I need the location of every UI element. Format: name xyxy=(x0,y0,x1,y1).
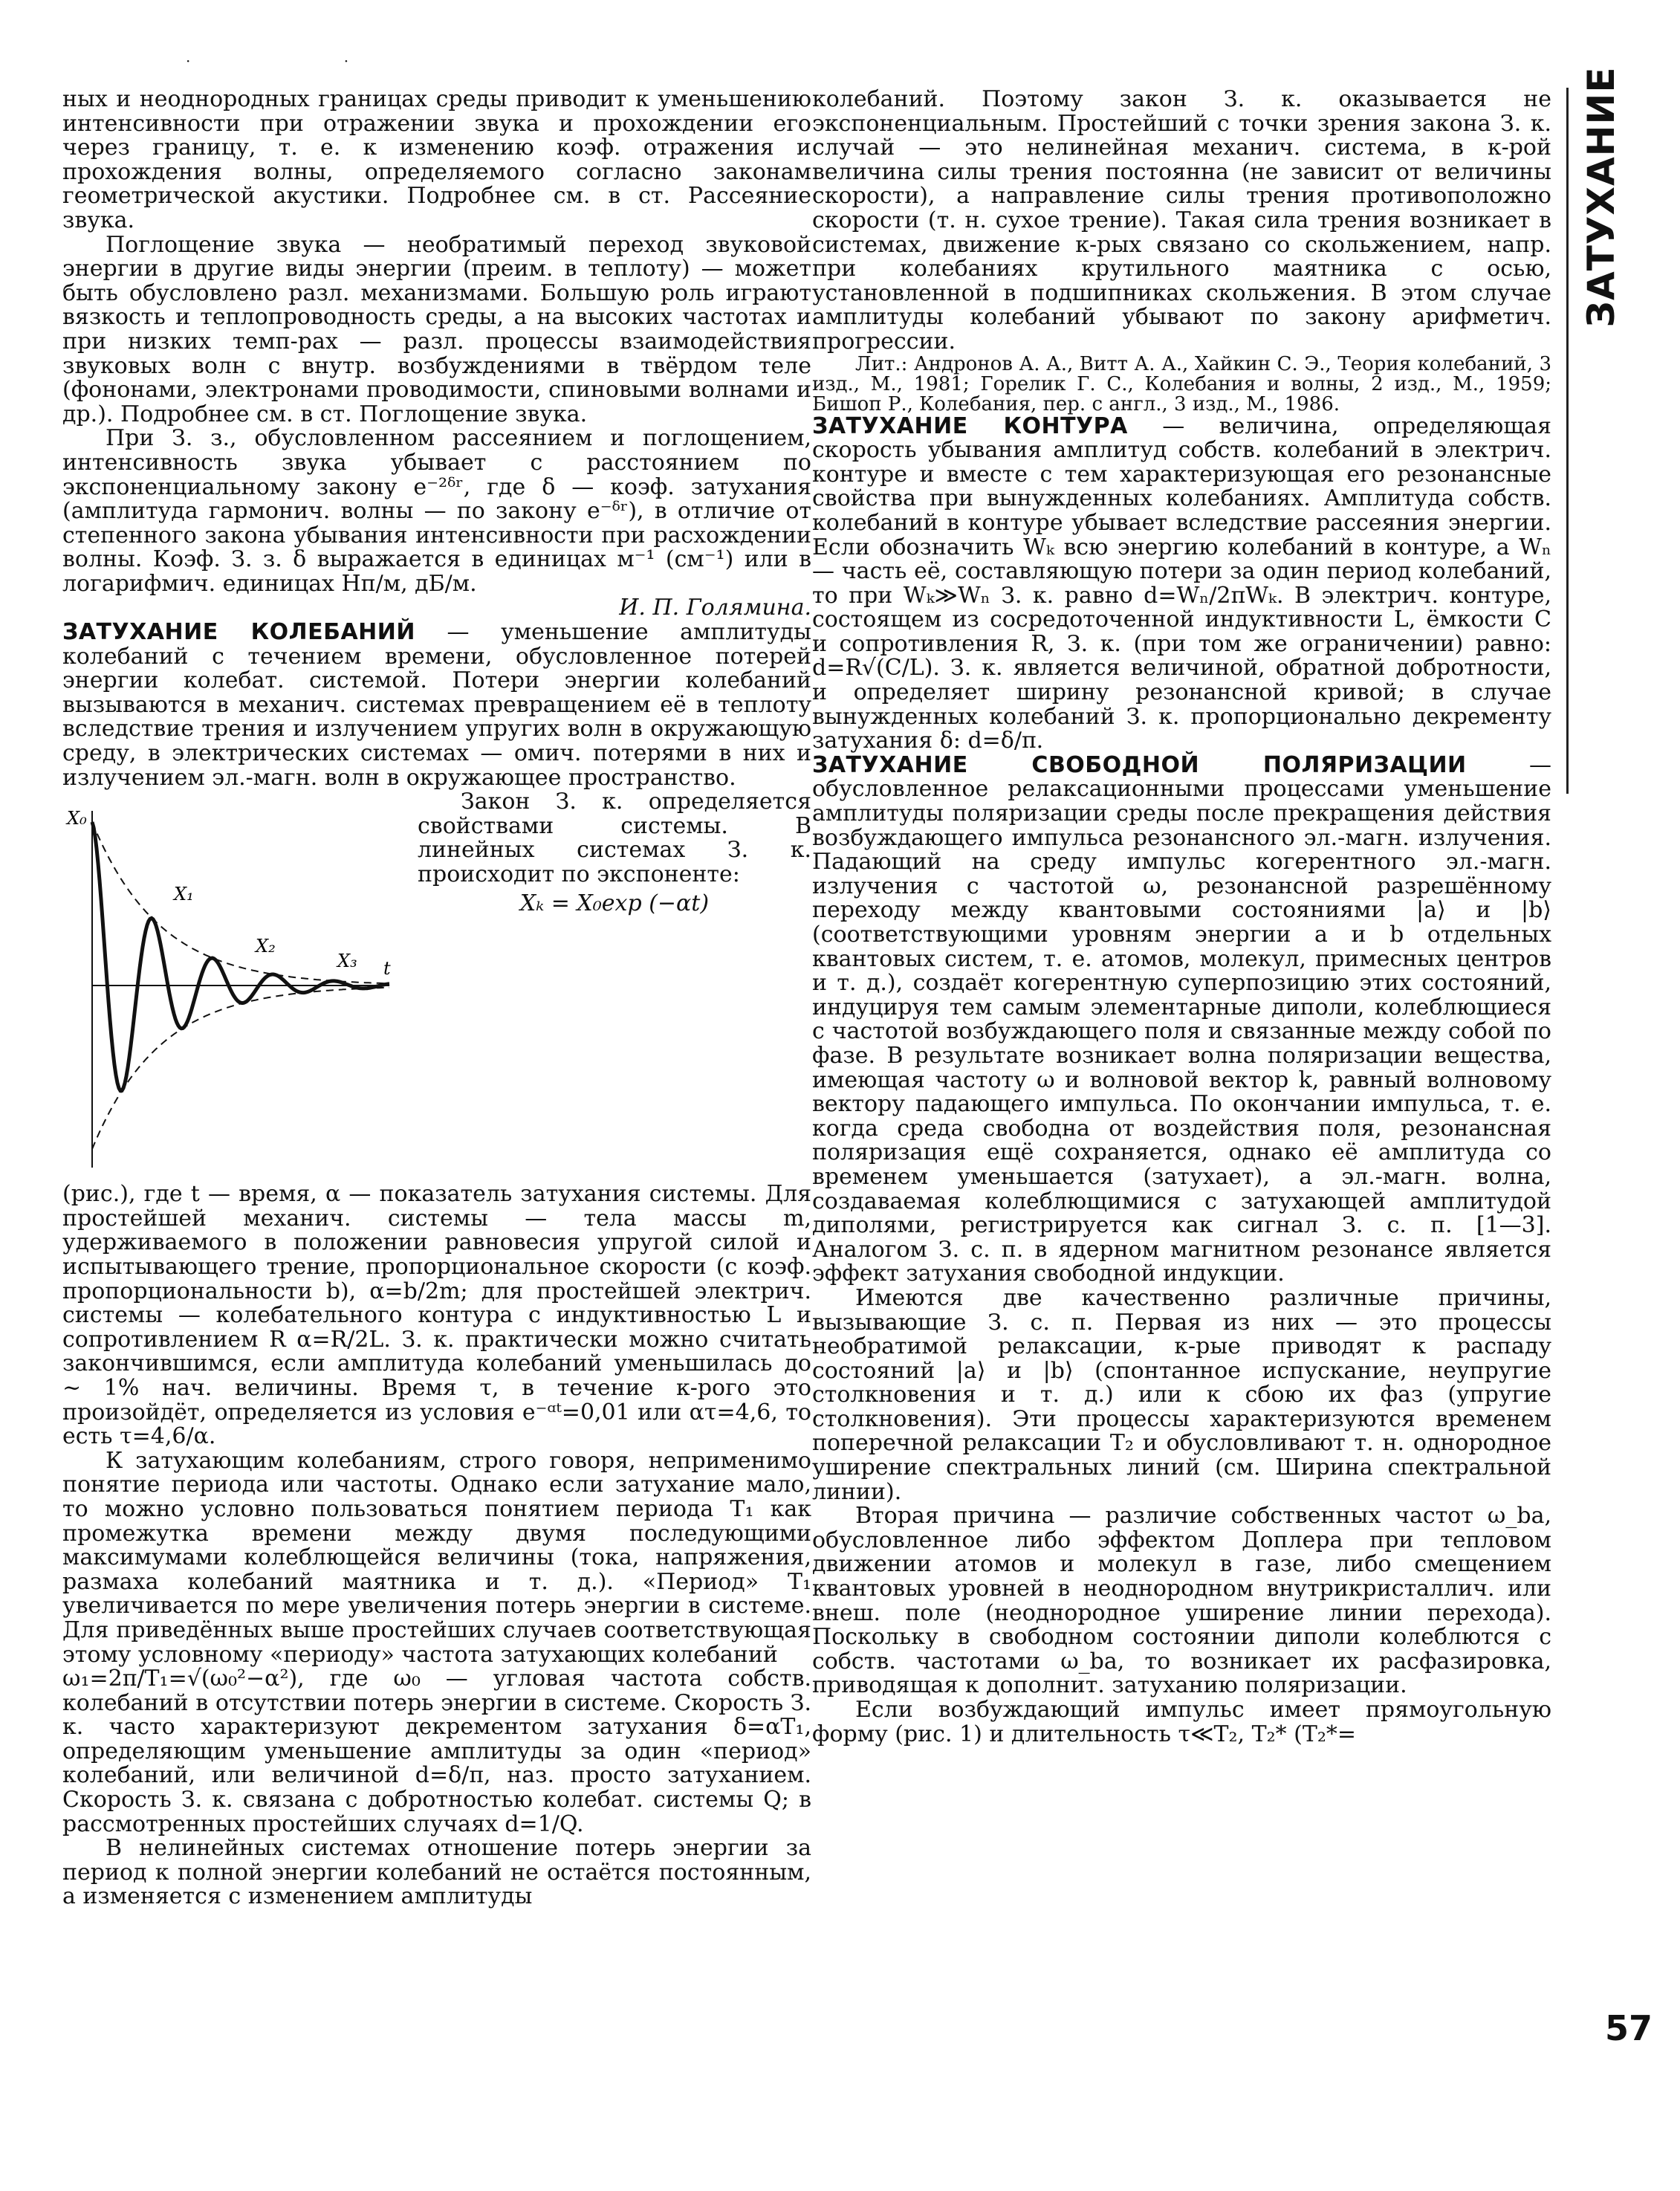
column-rule xyxy=(1566,88,1569,794)
paragraph: Закон З. к. определяется свойствами системы. В линейных системах З. к. происходит по экспоненте: xyxy=(418,789,811,887)
paragraph: При З. з., обусловленном рассеянием и поглощением, интенсивность звука убывает с расстоянием по экспоненциальному закону e⁻²ᵟʳ, где δ — коэф. затухания (амплитуда гармонич. волны — по закону e⁻ᵟʳ), в отличие от степенного закона убывания интенсивности при расхождении волны. Коэф. З. з. δ выражается в единицах м⁻¹ (см⁻¹) или в логарифмич. единицах Нп/м, дБ/м. xyxy=(62,425,811,597)
peak-label-x3: X₃ xyxy=(337,951,357,972)
headword: ЗАТУХАНИЕ КОНТУРА xyxy=(812,412,1128,439)
paragraph: ных и неоднородных границах среды приводит к уменьшению интенсивности при отражении звука и прохождении его через границу, т. е. к изменению коэф. отражения и прохождения волны, определяемого согласно законам геометрической акустики. Подробнее см. в ст. Рассеяние звука. xyxy=(62,86,811,233)
paragraph: (рис.), где t — время, α — показатель затухания системы. Для простейшей механич. системы — тела массы m, удерживаемого в положении равновесия упругой силой и испытывающего трение, пропорциональное скорости (с коэф. пропорциональности b), α=b/2m; для простейшей электрич. системы — колебательного контура с индуктивностью L и сопротивлением R α=R/2L. З. к. практически можно считать закончившимся, если амплитуда колебаний уменьшилась до ~ 1% нач. величины. Время τ, в течение к-рого это произойдёт, определяется из условия e⁻ᵅᵗ=0,01 или ατ=4,6, то есть τ=4,6/α. xyxy=(62,1181,811,1450)
page-number: 57 xyxy=(1605,2008,1653,2048)
left-column xyxy=(62,88,811,1909)
section-label xyxy=(1575,66,1627,328)
paragraph: Поглощение звука — необратимый переход звуковой энергии в другие виды энергии (преим. в теплоту) — может быть обусловлено разл. механизмами. Большую роль играют вязкость и теплопроводность среды, а на высоких частотах и при низких темп-рах — разл. процессы взаимодействия звуковых волн с внутр. возбуждениями в твёрдом теле (фононами, электронами проводимости, спиновыми волнами и др.). Подробнее см. в ст. Поглощение звука. xyxy=(62,231,811,427)
x-axis-label: t xyxy=(383,958,391,980)
headword: ЗАТУХАНИЕ КОЛЕБАНИЙ xyxy=(62,619,415,646)
paragraph: К затухающим колебаниям, строго говоря, неприменимо понятие периода или частоты. Однако если затухание мало, то можно условно пользоваться понятием периода T₁ как промежутка времени между двумя последующими максимумами колеблющейся величины (тока, напряжения, размаха колебаний маятника и т. д.). «Период» T₁ увеличивается по мере увеличения потерь энергии в системе. Для приведённых выше простейших случаев соответствующая этому условному «периоду» частота затухающих колебаний xyxy=(62,1447,811,1668)
article-zatukhanie-polyarizatsii xyxy=(812,751,1551,1287)
paragraph: Если возбуждающий импульс имеет прямоугольную форму (рис. 1) и длительность τ≪T₂, T₂* (T₂*= xyxy=(812,1697,1551,1747)
peak-label-x1: X₁ xyxy=(174,884,194,905)
article-zatukhanie-kontura xyxy=(812,412,1551,754)
right-column xyxy=(812,88,1551,1747)
paragraph: Вторая причина — различие собственных частот ω_ba, обусловленное либо эффектом Доплера при тепловом движении атомов и молекул в газе, либо смещением квантовых уровней в неоднородном внутрикристаллич. или внеш. поле (неоднородное уширение линии перехода). Поскольку в свободном состоянии диполи колеблются с собств. частотами ω_ba, то возникает их расфазировка, приводящая к дополнит. затуханию поляризации. xyxy=(812,1503,1551,1699)
author-signature: И. П. Голямина. xyxy=(619,595,811,621)
headword-definition: — уменьшение амплитуды колебаний с течением времени, обусловленное потерей энергии колебат. системой. Потери энергии колебаний вызываются в механич. системах превращением её в теплоту вследствие трения и излучением упругих волн в окружающую среду, в электрических системах — омич. потерями в них и излучением эл.-магн. волн в окружающее пространство. xyxy=(62,619,812,791)
article-zatukhanie-kolebaniy xyxy=(62,621,811,790)
headword: ЗАТУХАНИЕ СВОБОДНОЙ ПОЛЯРИЗАЦИИ xyxy=(812,751,1467,778)
paragraph: колебаний. Поэтому закон З. к. оказывается не экспоненциальным. Простейший с точки зрения закона З. к. случай — это нелинейная механич. система, в к-рой величина силы трения постоянна (не зависит от величины скорости), а направление силы трения противоположно скорости (т. н. сухое трение). Такая сила трения возникает в системах, движение к-рых связано со скольжением, напр. при колебаниях крутильного маятника с осью, установленной в подшипниках скольжения. В этом случае амплитуды колебаний убывают по закону арифметич. прогрессии. xyxy=(812,86,1551,355)
damped-oscillation-figure xyxy=(62,796,404,1182)
section-label-text: ЗАТУХАНИЕ xyxy=(1580,66,1623,328)
lower-envelope xyxy=(92,988,389,1149)
margin-dots: · · xyxy=(186,52,424,70)
literature-references: Лит.: Андронов А. А., Витт А. А., Хайкин С. Э., Теория колебаний, 3 изд., М., 1981; Горелик Г. С., Колебания и волны, 2 изд., М., 1959; Бишоп Р., Колебания, пер. с англ., 3 изд., М., 1986. xyxy=(812,352,1551,415)
paragraph: ω₁=2π/T₁=√(ω₀²−α²), где ω₀ — угловая частота собств. колебаний в отсутствии потерь энергии в системе. Скорость З. к. часто характеризуют декрементом затухания δ=αT₁, определяющим уменьшение амплитуды за один «период» колебаний, или величиной d=δ/π, наз. просто затуханием. Скорость З. к. связана с добротностью колебат. системы Q; в рассмотренных простейших случаях d=1/Q. xyxy=(62,1666,811,1837)
headword-definition: — обусловленное релаксационными процессами уменьшение амплитуды поляризации среды после прекращения действия возбуждающего импульса резонансного эл.-магн. излучения. Падающий на среду импульс когерентного эл.-магн. излучения с частотой ω, резонансной разрешённому переходу между квантовыми состояниями |a⟩ и |b⟩ (соответствующими уровням энергии a и b отдельных квантовых систем, т. е. атомов, молекул, примесных центров и т. д.), создаёт когерентную суперпозицию этих состояний, индуцируя тем самым элементарные диполи, колеблющиеся с частотой возбуждающего поля и связанные между собой по фазе. В результате возникает волна поляризации вещества, имеющая частоту ω и волновой вектор k, равный волновому вектору падающего импульса. По окончании импульса, т. е. когда среда свободна от воздействия поля, резонансная поляризация ещё сохраняется, однако её амплитуда со временем уменьшается (затухает), а эл.-магн. волна, создаваемая колеблющимися с затухающей амплитудой диполями, регистрируется как сигнал З. с. п. [1—3]. Аналогом З. с. п. в ядерном магнитном резонансе является эффект затухания свободной индукции. xyxy=(812,751,1551,1287)
paragraph: В нелинейных системах отношение потерь энергии за период к полной энергии колебаний не остаётся постоянным, а изменяется с изменением амплитуды xyxy=(62,1835,811,1910)
y-axis-label: X₀ xyxy=(67,808,87,829)
damped-oscillation-plot xyxy=(62,796,404,1182)
headword-definition: — величина, определяющая скорость убывания амплитуд собств. колебаний в электрич. контуре и вместе с тем характеризующая его резонансные свойства при вынужденных колебаниях. Амплитуда собств. колебаний в контуре убывает вследствие рассеяния энергии. Если обозначить Wₖ всю энергию колебаний в контуре, а Wₙ — часть её, составляющую потери за один период колебаний, то при Wₖ≫Wₙ З. к. равно d=Wₙ/2πWₖ. В электрич. контуре, состоящем из сосредоточенной индуктивности L, ёмкости C и сопротивления R, З. к. (при том же ограничении) равно: d=R√(C/L). З. к. является величиной, обратной добротности, и определяет ширину резонансной кривой; в случае вынужденных колебаний З. к. пропорционально декременту затухания δ: d=δ/π. xyxy=(812,412,1551,754)
formula: Xₖ = X₀exp (−αt) xyxy=(519,890,710,916)
paragraph: Имеются две качественно различные причины, вызывающие З. с. п. Первая из них — это процессы необратимой релаксации, к-рые приводят к распаду состояний |a⟩ и |b⟩ (спонтанное испускание, неупругие столкновения и т. д.) или к сбою их фаз (упругие столкновения). Эти процессы характеризуются временем поперечной релаксации T₂ и обусловливают т. н. однородное уширение спектральных линий (см. Ширина спектральной линии). xyxy=(812,1284,1551,1505)
peak-label-x2: X₂ xyxy=(256,936,276,957)
